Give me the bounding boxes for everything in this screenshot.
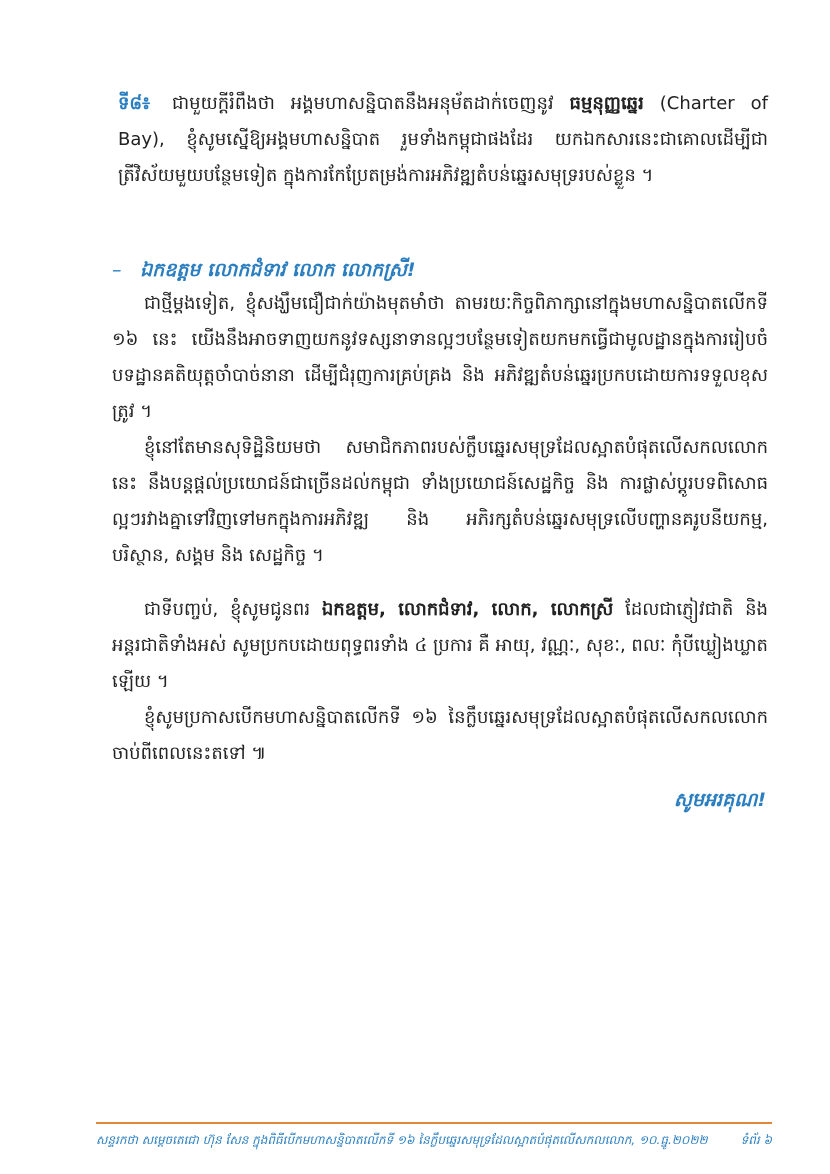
paragraph-1: ជាថ្មីម្តងទៀត, ខ្ញុំសង្ឃឹមជឿជាក់យ៉ាងមុតមាំថា តាមរយៈកិច្ចពិភាក្សានៅក្នុងមហាសន្និបាតលើកទី ១៦ នេះ យើងនឹងអាចទាញយកនូវទស្សនាទានល្អៗបន្ថែមទៀតយកមកធ្វើជាមូលដ្ឋានក្នុងការរៀបចំបទដ្ឋានគតិយុត្តចាំបាច់នានា ដើម្បីជំរុញការគ្រប់គ្រង និង អភិវឌ្ឍតំបន់ឆ្នេរប្រកបដោយការទទួលខុសត្រូវ ។ [112,293,768,422]
footer-divider [96,1122,772,1124]
salutation-dash: – [112,259,122,281]
paragraph-2: ខ្ញុំនៅតែមានសុទិដ្ឋិនិយមថា សមាជិកភាពរបស់ក្លឹបឆ្នេរសមុទ្រដែលស្អាតបំផុតលើសកលលោកនេះ នឹងបន្តផ្តល់ប្រយោជន៍ជាច្រើនដល់កម្ពុជា ទាំងប្រយោជន៍សេដ្ឋកិច្ច និង ការផ្លាស់ប្តូរបទពិសោធល្អៗរវាងគ្នាទៅវិញទៅមកក្នុងការអភិវឌ្ឍ និង អភិរក្សតំបន់ឆ្នេរសមុទ្រលើបញ្ហានគរូបនីយកម្ម, បរិស្ថាន, សង្គម និង សេដ្ឋកិច្ច ។ [112,437,768,566]
closing-thanks: សូមអរគុណ! [673,789,766,811]
point-8-label: ទី៨៖ [118,93,151,114]
point-8-text-b: (Charter of Bay), ខ្ញុំសូមស្នើឱ្យអង្គមហាសន្និបាត រួមទាំងកម្ពុជាផងដែរ យកឯកសារនេះជាគោលដើម្បីជាត្រីវិស័យមួយបន្ថែមទៀត ក្នុងការកែប្រែតម្រង់ការអភិវឌ្ឍតំបន់ឆ្នេរសមុទ្ររបស់ខ្លួន ។ [118,93,768,186]
paragraph-3-honorifics: ឯកឧត្តម, លោកជំទាវ, លោក, លោកស្រី [321,599,614,620]
salutation [112,252,416,288]
paragraph-3-text-c: ដែលជាភ្ញៀវជាតិ និង អន្តរជាតិទាំងអស់ សូមប្រកបដោយពុទ្ធពរទាំង ៤ ប្រការ គឺ អាយុ, វណ្ណៈ, សុខៈ, ពលៈ កុំបីឃ្លៀងឃ្លាតឡើយ ។ [112,599,768,692]
page-number: ទំព័រ ៦ [740,1133,772,1147]
paragraph-3-text-a: ជាទីបញ្ចប់, ខ្ញុំសូមជូនពរ [144,599,311,620]
charter-title: ធម្មនុញ្ញឆ្នេរ [569,93,644,114]
paragraph-4: ខ្ញុំសូមប្រកាសបើកមហាសន្និបាតលើកទី ១៦ នៃក្លឹបឆ្នេរសមុទ្រដែលស្អាតបំផុតលើសកលលោក ចាប់ពីពេលនេះតទៅ ៕ [112,707,768,764]
salutation-text: ឯកឧត្ដម លោកជំទាវ លោក លោកស្រី! [140,259,416,281]
paragraph-3 [112,592,768,700]
point-8-text-a: ជាមួយក្ដីរំពឹងថា អង្គមហាសន្និបាតនឹងអនុម័តដាក់ចេញនូវ [172,93,554,114]
footer-text: សន្ទរកថា សម្តេចតេជោ ហ៊ុន សែន ក្នុងពិធីបើកមហាសន្និបាតលើកទី ១៦ នៃក្លឹបឆ្នេរសមុទ្រដែលស្អាតបំផុតលើសកលលោក, ១០.ធ្នូ.២០២២ [96,1133,708,1147]
point-8-paragraph [118,86,768,194]
page-footer [96,1130,772,1150]
